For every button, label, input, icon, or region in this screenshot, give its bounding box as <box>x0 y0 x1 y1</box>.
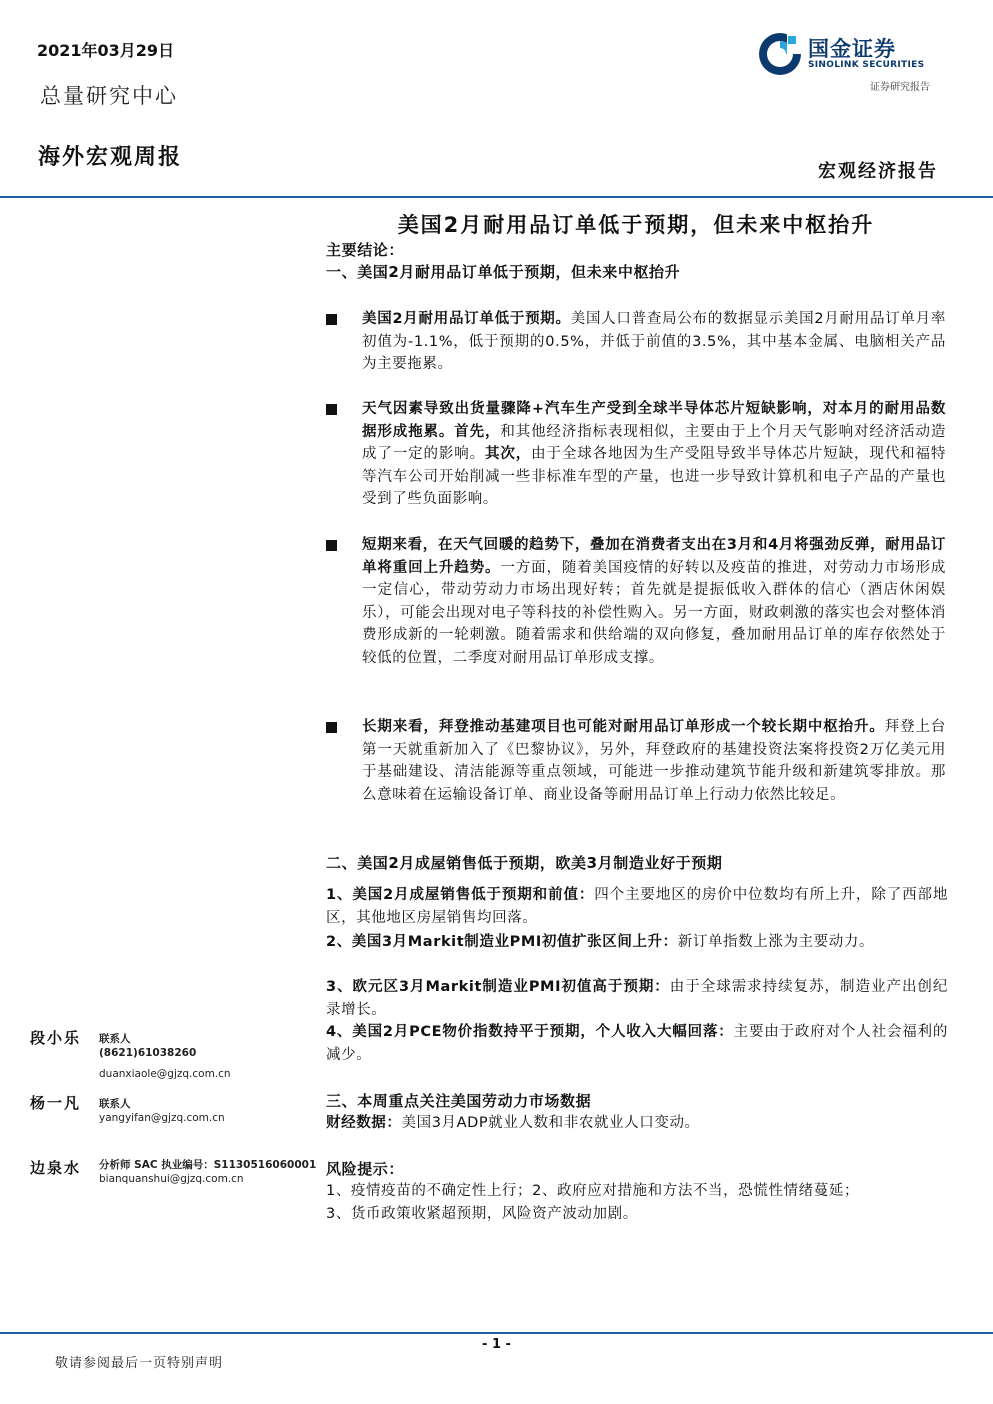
section-2-heading: 二、美国2月成屋销售低于预期，欧美3月制造业好于预期 <box>326 854 723 872</box>
logo-name-en: SINOLINK SECURITIES <box>808 60 925 70</box>
bullet-text: 由于全球各地因为生产受阻导致半导体芯片短缺，现代和福特等汽车公司开始削减一些非标准车型的产量，也进一步导致计算机和电子产品的产量也受到了些负面影响。 <box>362 446 946 508</box>
header-divider <box>0 196 993 198</box>
risk-line: 1、疫情疫苗的不确定性上行；2、政府应对措施和方法不当，恐慌性情绪蔓延； <box>326 1183 860 1199</box>
finance-data-text: 美国3月ADP就业人数和非农就业人口变动。 <box>401 1115 700 1131</box>
bullet-square-icon <box>326 314 337 325</box>
section-3-heading: 三、本周重点关注美国劳动力市场数据 <box>326 1092 592 1110</box>
author-role: 联系人 <box>99 1098 131 1110</box>
bullet-bold: 天气因素导致出货量骤降+汽车生产受到全球半导体芯片短缺影响，对本月的耐用品数据形成拖累。首先， <box>362 401 946 440</box>
item-bold: 3、欧元区3月Markit制造业PMI初值高于预期： <box>326 979 670 995</box>
report-date: 2021年03月29日 <box>37 41 175 60</box>
item-text: 由于全球需求持续复苏，制造业产出创纪录增长。 <box>326 979 948 1018</box>
author-name: 段小乐 <box>30 1029 82 1047</box>
bullet-bold: 短期来看，在天气回暖的趋势下，叠加在消费者支出在3月和4月将强劲反弹，耐用品订单将重回上升趋势。 <box>362 537 946 576</box>
bullet-text: 一方面，随着美国疫情的好转以及疫苗的推进，对劳动力市场形成一定信心，带动劳动力市场出现好转；首先就是提振低收入群体的信心（酒店休闲娱乐），可能会出现对电子等科技的补偿性购入。另一方面，财政刺激的落实也会对整体消费形成新的一轮刺激。随着需求和供给端的双向修复，叠加耐用品订单的库存依然处于较低的位置，二季度对耐用品订单形成支撑。 <box>362 559 946 666</box>
author-email[interactable]: yangyifan@gjzq.com.cn <box>99 1112 225 1124</box>
bullet-square-icon <box>326 404 337 415</box>
author-info <box>99 1032 231 1081</box>
bullet-bold: 美国2月耐用品订单低于预期。 <box>362 311 571 327</box>
research-center: 总量研究中心 <box>40 84 178 108</box>
finance-data-line <box>326 1112 948 1135</box>
item-text: 主要由于政府对个人社会福利的减少。 <box>326 1024 948 1063</box>
author-name: 边泉水 <box>30 1159 82 1177</box>
risk-line: 3、货币政策收紧超预期，风险资产波动加剧。 <box>326 1206 638 1222</box>
item-text: 四个主要地区的房价中位数均有所上升，除了西部地区，其他地区房屋销售均回落。 <box>326 887 948 926</box>
finance-data-label: 财经数据： <box>326 1115 402 1131</box>
logo-tagline: 证券研究报告 <box>870 82 930 93</box>
footer-disclaimer: 敬请参阅最后一页特别声明 <box>55 1356 224 1371</box>
bullet-text: 美国人口普查局公布的数据显示美国2月耐用品订单月率初值为-1.1%，低于预期的0.5%，并低于前值的3.5%，其中基本金属、电脑相关产品为主要拖累。 <box>362 311 946 373</box>
bullet-text: 和其他经济指标表现相似，主要由于上个月天气影响对经济活动造成了一定的影响。 <box>362 423 946 463</box>
item-bold: 4、美国2月PCE物价指数持平于预期，个人收入大幅回落： <box>326 1024 734 1040</box>
item-bold: 2、美国3月Markit制造业PMI初值扩张区间上升： <box>326 934 678 950</box>
bullet-bold: 长期来看，拜登推动基建项目也可能对耐用品订单形成一个较长期中枢抬升。 <box>362 719 885 735</box>
author-phone: (8621)61038260 <box>99 1047 197 1059</box>
author-name: 杨一凡 <box>30 1094 82 1112</box>
summary-label: 主要结论： <box>326 241 405 259</box>
report-type: 宏观经济报告 <box>818 161 938 182</box>
bullet-bold: 其次， <box>485 446 532 463</box>
author-role: 分析师 SAC 执业编号：S1130516060001 <box>99 1159 317 1171</box>
list-item <box>326 1021 948 1066</box>
sinolink-logo-icon <box>757 31 803 77</box>
bullet-square-icon <box>326 540 337 551</box>
author-role: 联系人 <box>99 1033 131 1045</box>
author-email[interactable]: bianquanshui@gjzq.com.cn <box>99 1173 244 1185</box>
author-email[interactable]: duanxiaole@gjzq.com.cn <box>99 1068 231 1080</box>
author-info <box>99 1158 316 1186</box>
section-1-heading: 一、美国2月耐用品订单低于预期，但未来中枢抬升 <box>326 263 681 281</box>
author-info <box>99 1097 225 1125</box>
item-bold: 1、美国2月成屋销售低于预期和前值： <box>326 887 595 903</box>
item-text: 新订单指数上涨为主要动力。 <box>677 934 875 950</box>
report-series: 海外宏观周报 <box>38 145 183 170</box>
list-item <box>326 884 948 929</box>
bullet-text: 拜登上台第一天就重新加入了《巴黎协议》，另外，拜登政府的基建投资法案将投资2万亿美元用于基础建设、清洁能源等重点领域，可能进一步推动建筑节能升级和新建筑零排放。那么意味着在运输设备订单、商业设备等耐用品订单上行动力依然比较足。 <box>362 719 946 803</box>
bullet-square-icon <box>326 722 337 733</box>
footer-divider <box>0 1332 993 1334</box>
page-number: - 1 - <box>482 1337 511 1352</box>
report-title: 美国2月耐用品订单低于预期，但未来中枢抬升 <box>397 213 875 237</box>
risk-label: 风险提示： <box>326 1160 405 1178</box>
logo-name-cn: 国金证券 <box>808 37 896 61</box>
list-item <box>326 931 948 954</box>
list-item <box>326 976 948 1021</box>
